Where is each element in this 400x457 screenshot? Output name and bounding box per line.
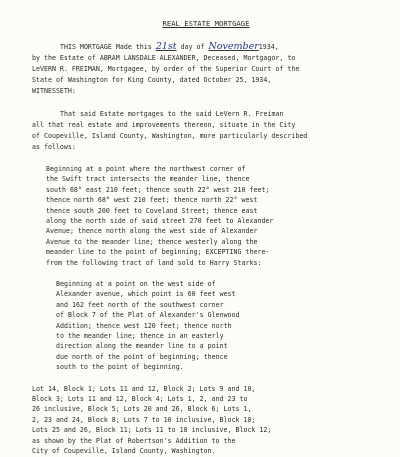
month-underline: [208, 43, 258, 51]
exception-line: Alexander avenue, which point is 60 feet west: [56, 290, 236, 299]
intro-line-3: LeVERN R. FREIMAN, Mortgagee, by order of the Superior Court of the: [32, 65, 300, 74]
exception-line: due north of the point of beginning; thence: [56, 352, 228, 361]
spacer: [32, 373, 370, 384]
handwritten-month: November: [208, 41, 259, 53]
spacer: [32, 268, 370, 279]
intro-text-c: 1934,: [258, 43, 279, 52]
intro-text-b: day of: [176, 43, 209, 52]
body-line-3: of Coupeville, Island County, Washington, more particularly described: [32, 131, 308, 140]
document-title: REAL ESTATE MORTGAGE: [162, 19, 250, 28]
lots-line: Block 3; Lots 11 and 12, Block 4; Lots 1, 2, and 23 to: [32, 395, 248, 404]
intro-line-2: by the Estate of ABRAM LANSDALE ALEXANDER, Deceased, Mortgagor, to: [32, 54, 296, 63]
description-line: Beginning at a point where the northwest corner of: [46, 164, 246, 173]
body-line-1: That said Estate mortgages to the said LeVern R. Freiman: [60, 109, 284, 118]
description-line: thence south 200 feet to Coveland Street; thence east: [46, 206, 258, 215]
description-line: Avenue to the meander line; thence westerly along the: [46, 237, 258, 246]
exception-line: south to the point of beginning.: [56, 363, 184, 372]
description-line: meander line to the point of beginning; EXCEPTING there-: [46, 248, 270, 257]
spacer: [32, 153, 370, 164]
lots-line: 2, 23 and 24, Block 8; Lots 7 to 10 inclusive, Block 10;: [32, 415, 256, 424]
description-line: thence north 68° west 210 feet; thence north 22° west: [46, 196, 258, 205]
exception-line: Addition; thence west 120 feet; thence north: [56, 321, 232, 330]
lots-line: as shown by the Plat of Robertson's Addition to the: [32, 436, 236, 445]
lots-line: Lots 25 and 26, Block 11; Lots 11 to 18 inclusive, Block 12;: [32, 426, 272, 435]
exception-line: of Block 7 of the Plat of Alexander's Glenwood: [56, 311, 240, 320]
witnesseth: WITNESSETH:: [32, 87, 76, 96]
description-line: the Swift tract intersects the meander line, thence: [46, 175, 250, 184]
exception-line: direction along the meander line to a point: [56, 342, 228, 351]
handwritten-day: 21st: [155, 41, 177, 53]
lots-line: 26 inclusive, Block 5; Lots 20 and 26, Block 6; Lots 1,: [32, 405, 252, 414]
spacer: [32, 98, 370, 109]
intro-text-a: THIS MORTGAGE Made this: [60, 43, 156, 52]
body-line-4: as follows:: [32, 142, 76, 151]
lots-line: Lot 14, Block 1; Lots 11 and 12, Block 2; Lots 9 and 10,: [32, 384, 256, 393]
description-line: south 68° east 210 feet; thence south 22° west 210 feet;: [46, 185, 270, 194]
body-line-2: all that real estate and improvements thereon, situate in the City: [32, 120, 296, 129]
description-line: from the following tract of land sold to Harry Starks:: [46, 258, 262, 267]
lots-line: City of Coupeville, Island County, Washington.: [32, 447, 216, 456]
intro-line-1: [32, 41, 370, 53]
day-underline: [156, 43, 177, 51]
exception-line: to the meander line; thence in an easterly: [56, 332, 224, 341]
intro-line-4: State of Washington for King County, dated October 25, 1934,: [32, 76, 272, 85]
description-line: Avenue; thence north along the west side of Alexander: [46, 227, 258, 236]
exception-line: and 162 feet north of the southwest corner: [56, 300, 224, 309]
exception-line: Beginning at a point on the west side of: [56, 280, 216, 288]
description-line: along the north side of said street 270 feet to Alexander: [46, 216, 274, 225]
